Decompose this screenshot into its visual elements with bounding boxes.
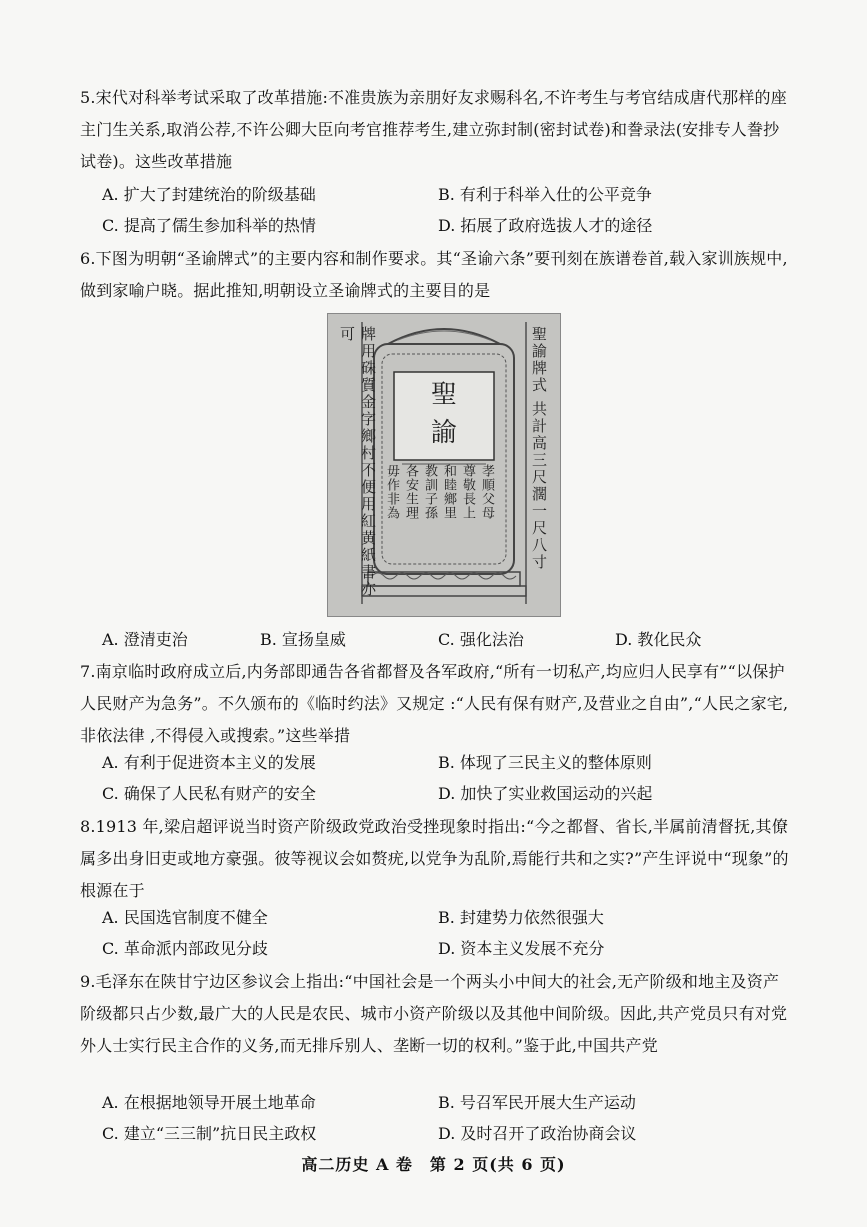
- option-c[interactable]: C. 确保了人民私有财产的安全: [102, 784, 316, 803]
- option-d[interactable]: D. 拓展了政府选拔人才的途径: [438, 216, 653, 235]
- option-a[interactable]: A. 在根据地领导开展土地革命: [102, 1093, 316, 1112]
- option-b[interactable]: B. 宣扬皇威: [260, 630, 346, 649]
- option-c[interactable]: C. 建立“三三制”抗日民主政权: [102, 1124, 317, 1143]
- edict-line: 毋作非為: [384, 464, 399, 520]
- question-6-text: 6.下图为明朝“圣谕牌式”的主要内容和制作要求。其“圣谕六条”要刊刻在族谱卷首,载入家训族规中,做到家喻户晓。据此推知,明朝设立圣谕牌式的主要目的是: [80, 249, 788, 300]
- question-9-text: 9.毛泽东在陕甘宁边区参议会上指出:“中国社会是一个两头小中间大的社会,无产阶级和地主及资产阶级都只占少数,最广大的人民是农民、城市小资产阶级以及其他中间阶级。因此,共产党员只有对党外人士实行民主合作的义务,而无排斥别人、垄断一切的权利。”鉴于此,中国共产党: [80, 972, 788, 1055]
- page-footer: 高二历史 A 卷 第 2 页(共 6 页): [301, 1155, 566, 1174]
- figure-title-char-1: 聖: [430, 380, 457, 410]
- question-8-text: 8.1913 年,梁启超评说当时资产阶级政党政治受挫现象时指出:“今之都督、省长,半属前清督抚,其僚属多出身旧吏或地方豪强。彼等视议会如赘疣,以党争为乱阶,焉能行共和之实?”产生评说中“现象”的根源在于: [80, 817, 789, 900]
- option-b[interactable]: B. 有利于科举入仕的公平竞争: [438, 185, 652, 204]
- figure-left-caption: 牌用硃質金字鄉村不便用紅黄紙書亦可: [338, 326, 377, 598]
- edict-line: 尊敬長上: [460, 464, 475, 520]
- option-d[interactable]: D. 及时召开了政治协商会议: [438, 1124, 637, 1143]
- figure-right-caption: 聖諭牌式 共計高三尺濶一尺八寸: [530, 326, 548, 571]
- edict-line: 和睦鄉里: [441, 464, 456, 520]
- edict-line: 各安生理: [403, 464, 418, 520]
- option-a[interactable]: A. 有利于促进资本主义的发展: [102, 753, 316, 772]
- edict-line: 孝順父母: [479, 464, 494, 520]
- option-d[interactable]: D. 教化民众: [615, 630, 702, 649]
- edict-six-articles: [384, 464, 496, 548]
- option-d[interactable]: D. 资本主义发展不充分: [438, 939, 605, 958]
- edict-line: 教訓子孫: [422, 464, 437, 520]
- option-c[interactable]: C. 提高了儒生参加科举的热情: [102, 216, 316, 235]
- option-d[interactable]: D. 加快了实业救国运动的兴起: [438, 784, 653, 803]
- option-a[interactable]: A. 民国选官制度不健全: [102, 908, 268, 927]
- option-c[interactable]: C. 革命派内部政见分歧: [102, 939, 268, 958]
- option-b[interactable]: B. 体现了三民主义的整体原则: [438, 753, 652, 772]
- option-a[interactable]: A. 扩大了封建统治的阶级基础: [102, 185, 316, 204]
- question-5-text: 5.宋代对科举考试采取了改革措施:不准贵族为亲朋好友求赐科名,不许考生与考官结成唐代那样的座主门生关系,取消公荐,不许公卿大臣向考官推荐考生,建立弥封制(密封试卷)和誊录法(安排专人誊抄试卷)。这些改革措施: [80, 88, 787, 171]
- figure-title-char-2: 諭: [430, 418, 457, 448]
- question-7-text: 7.南京临时政府成立后,内务部即通告各省都督及各军政府,“所有一切私产,均应归人民享有”“以保护人民财产为急务”。不久颁布的《临时约法》又规定 :“人民有保有财产,及营业之自由”,“人民之家宅,非依法律 ,不得侵入或搜索。”这些举措: [80, 662, 789, 745]
- shengyu-plaque-figure: [327, 313, 561, 617]
- option-b[interactable]: B. 封建势力依然很强大: [438, 908, 604, 927]
- option-a[interactable]: A. 澄清吏治: [102, 630, 188, 649]
- option-b[interactable]: B. 号召军民开展大生产运动: [438, 1093, 636, 1112]
- option-c[interactable]: C. 强化法治: [438, 630, 524, 649]
